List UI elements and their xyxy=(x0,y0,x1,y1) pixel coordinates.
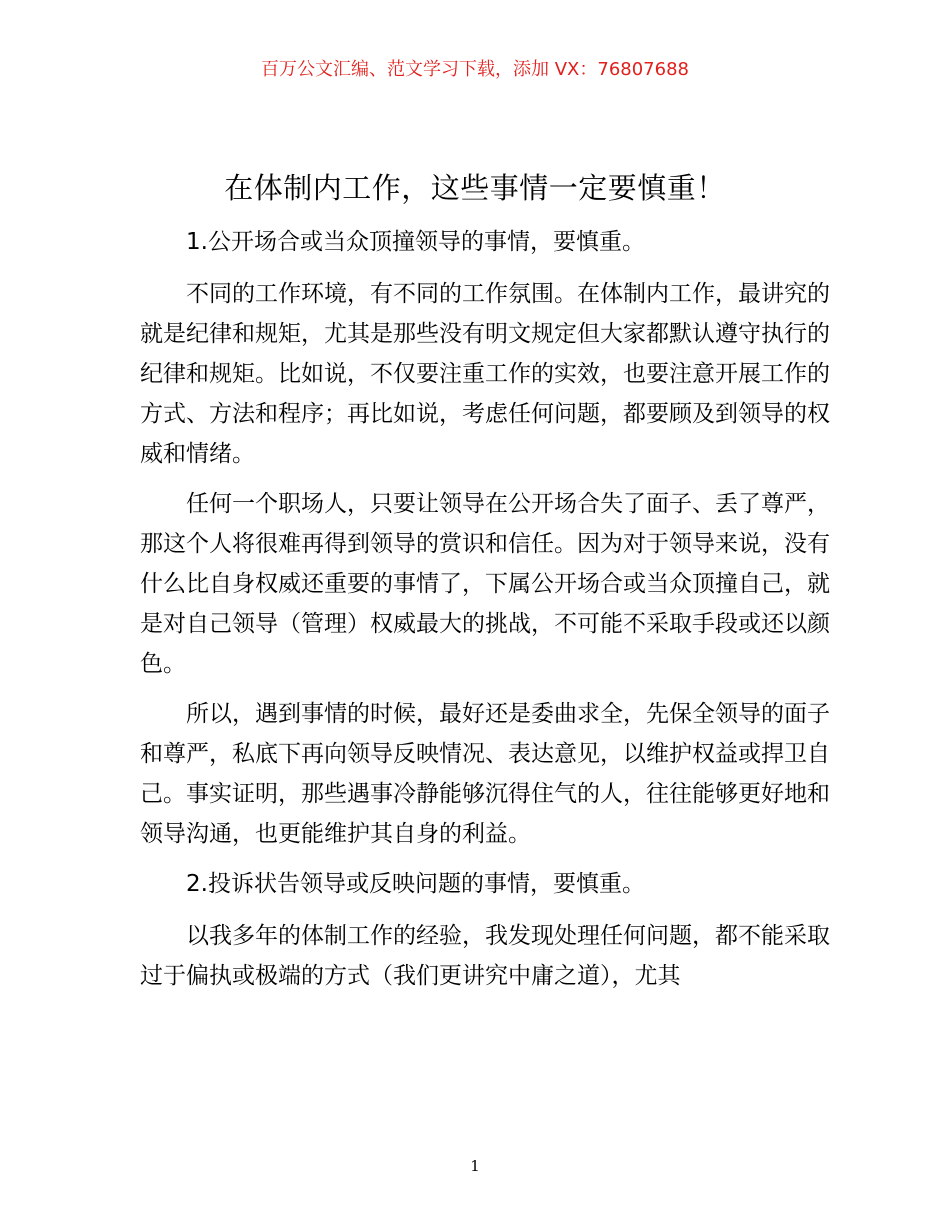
document-body xyxy=(140,222,830,1006)
paragraph: 任何一个职场人，只要让领导在公开场合失了面子、丢了尊严，那这个人将很难再得到领导的赏识和信任。因为对于领导来说，没有什么比自身权威还重要的事情了，下属公开场合或当众顶撞自己，就是对自己领导（管理）权威最大的挑战，不可能不采取手段或还以颜色。 xyxy=(140,491,830,677)
section-heading-2: 2.投诉状告领导或反映问题的事情，要慎重。 xyxy=(186,871,645,897)
paragraph: 不同的工作环境，有不同的工作氛围。在体制内工作，最讲究的就是纪律和规矩，尤其是那些没有明文规定但大家都默认遵守执行的纪律和规矩。比如说，不仅要注重工作的实效，也要注意开展工作的方式、方法和程序；再比如说，考虑任何问题，都要顾及到领导的权威和情绪。 xyxy=(140,281,830,467)
page-number: 1 xyxy=(470,1157,480,1175)
watermark-header: 百万公文汇编、范文学习下载，添加 VX：76807688 xyxy=(261,59,689,80)
paragraph: 以我多年的体制工作的经验，我发现处理任何问题，都不能采取过于偏执或极端的方式（我们更讲究中庸之道），尤其 xyxy=(140,923,830,989)
section-heading-1: 1.公开场合或当众顶撞领导的事情，要慎重。 xyxy=(186,229,645,255)
paragraph: 所以，遇到事情的时候，最好还是委曲求全，先保全领导的面子和尊严，私底下再向领导反映情况、表达意见，以维护权益或捍卫自己。事实证明，那些遇事冷静能够沉得住气的人，往往能够更好地和领导沟通，也更能维护其自身的利益。 xyxy=(140,701,830,847)
document-title: 在体制内工作，这些事情一定要慎重！ xyxy=(224,171,726,205)
